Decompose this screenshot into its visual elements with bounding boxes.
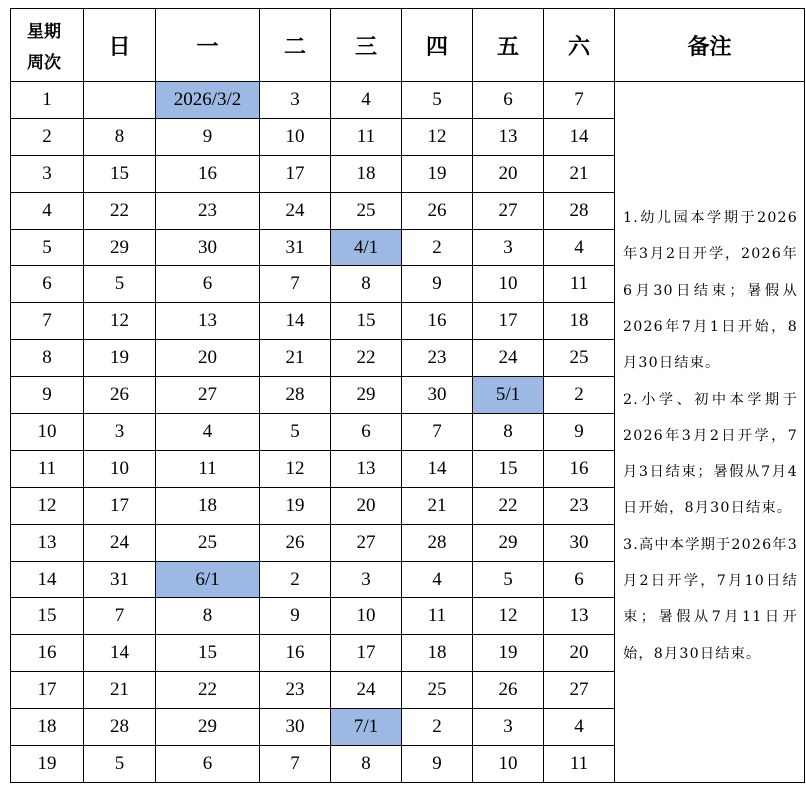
date-cell: 5 bbox=[473, 561, 544, 598]
week-number-cell: 17 bbox=[11, 672, 84, 709]
week-number-cell: 11 bbox=[11, 450, 84, 487]
week-number-cell: 3 bbox=[11, 155, 84, 192]
date-cell: 7 bbox=[544, 82, 615, 119]
date-cell: 16 bbox=[402, 303, 473, 340]
date-cell: 2 bbox=[402, 229, 473, 266]
date-cell: 21 bbox=[84, 672, 156, 709]
date-cell: 26 bbox=[473, 672, 544, 709]
date-cell: 28 bbox=[544, 192, 615, 229]
date-cell: 4 bbox=[331, 82, 402, 119]
date-cell: 20 bbox=[156, 340, 260, 377]
date-cell: 26 bbox=[260, 524, 331, 561]
week-number-cell: 14 bbox=[11, 561, 84, 598]
highlighted-date-cell: 6/1 bbox=[156, 561, 260, 598]
date-cell: 4 bbox=[156, 414, 260, 451]
date-cell: 31 bbox=[260, 229, 331, 266]
calendar-body bbox=[11, 82, 805, 783]
date-cell: 21 bbox=[402, 487, 473, 524]
day-header-mon: 一 bbox=[156, 9, 260, 82]
day-header-tue: 二 bbox=[260, 9, 331, 82]
week-number-cell: 6 bbox=[11, 266, 84, 303]
date-cell: 16 bbox=[544, 450, 615, 487]
date-cell: 7 bbox=[84, 598, 156, 635]
week-number-cell: 7 bbox=[11, 303, 84, 340]
date-cell: 12 bbox=[260, 450, 331, 487]
date-cell: 8 bbox=[84, 118, 156, 155]
note-paragraph: 2.小学、初中本学期于2026年3月2日开学，7月3日结束；暑假从7月4日开始，8月30日结束。 bbox=[623, 391, 798, 517]
date-cell: 20 bbox=[544, 635, 615, 672]
date-cell: 30 bbox=[260, 709, 331, 746]
date-cell: 22 bbox=[84, 192, 156, 229]
date-cell: 27 bbox=[331, 524, 402, 561]
date-cell: 20 bbox=[331, 487, 402, 524]
notes-header: 备注 bbox=[615, 9, 805, 82]
date-cell: 10 bbox=[331, 598, 402, 635]
week-number-cell: 1 bbox=[11, 82, 84, 119]
date-cell: 9 bbox=[156, 118, 260, 155]
date-cell: 9 bbox=[402, 746, 473, 783]
date-cell: 22 bbox=[331, 340, 402, 377]
date-cell: 22 bbox=[473, 487, 544, 524]
date-cell: 23 bbox=[544, 487, 615, 524]
note-paragraph: 3.高中本学期于2026年3月2日开学，7月10日结束；暑假从7月11日开始，8月30日结束。 bbox=[623, 536, 798, 662]
date-cell: 25 bbox=[544, 340, 615, 377]
date-cell: 17 bbox=[331, 635, 402, 672]
highlighted-date-cell: 4/1 bbox=[331, 229, 402, 266]
date-cell: 12 bbox=[402, 118, 473, 155]
date-cell: 11 bbox=[544, 266, 615, 303]
date-cell: 18 bbox=[402, 635, 473, 672]
date-cell: 15 bbox=[84, 155, 156, 192]
date-cell: 9 bbox=[544, 414, 615, 451]
header-row bbox=[11, 9, 805, 82]
date-cell: 24 bbox=[260, 192, 331, 229]
date-cell: 5 bbox=[260, 414, 331, 451]
date-cell: 14 bbox=[84, 635, 156, 672]
date-cell: 8 bbox=[331, 746, 402, 783]
date-cell: 6 bbox=[544, 561, 615, 598]
date-cell: 10 bbox=[473, 266, 544, 303]
day-header-wed: 三 bbox=[331, 9, 402, 82]
date-cell: 9 bbox=[402, 266, 473, 303]
date-cell: 11 bbox=[544, 746, 615, 783]
date-cell: 29 bbox=[84, 229, 156, 266]
week-number-cell: 18 bbox=[11, 709, 84, 746]
date-cell: 13 bbox=[156, 303, 260, 340]
date-cell: 19 bbox=[84, 340, 156, 377]
date-cell: 18 bbox=[544, 303, 615, 340]
date-cell: 6 bbox=[156, 746, 260, 783]
date-cell: 29 bbox=[473, 524, 544, 561]
date-cell bbox=[84, 82, 156, 119]
date-cell: 13 bbox=[544, 598, 615, 635]
week-number-cell: 13 bbox=[11, 524, 84, 561]
date-cell: 20 bbox=[473, 155, 544, 192]
date-cell: 21 bbox=[260, 340, 331, 377]
notes-text bbox=[615, 192, 804, 672]
highlighted-date-cell: 7/1 bbox=[331, 709, 402, 746]
date-cell: 27 bbox=[473, 192, 544, 229]
date-cell: 21 bbox=[544, 155, 615, 192]
date-cell: 25 bbox=[402, 672, 473, 709]
week-number-cell: 8 bbox=[11, 340, 84, 377]
highlighted-date-cell: 2026/3/2 bbox=[156, 82, 260, 119]
date-cell: 6 bbox=[473, 82, 544, 119]
week-number-cell: 5 bbox=[11, 229, 84, 266]
date-cell: 3 bbox=[331, 561, 402, 598]
date-cell: 9 bbox=[260, 598, 331, 635]
week-number-cell: 16 bbox=[11, 635, 84, 672]
date-cell: 12 bbox=[84, 303, 156, 340]
date-cell: 4 bbox=[402, 561, 473, 598]
school-calendar-table bbox=[10, 8, 805, 783]
date-cell: 30 bbox=[156, 229, 260, 266]
date-cell: 15 bbox=[156, 635, 260, 672]
date-cell: 27 bbox=[544, 672, 615, 709]
date-cell: 13 bbox=[331, 450, 402, 487]
date-cell: 24 bbox=[331, 672, 402, 709]
date-cell: 2 bbox=[260, 561, 331, 598]
date-cell: 8 bbox=[156, 598, 260, 635]
week-number-cell: 9 bbox=[11, 377, 84, 414]
date-cell: 23 bbox=[156, 192, 260, 229]
date-cell: 14 bbox=[402, 450, 473, 487]
date-cell: 10 bbox=[473, 746, 544, 783]
date-cell: 8 bbox=[331, 266, 402, 303]
date-cell: 4 bbox=[544, 709, 615, 746]
date-cell: 30 bbox=[402, 377, 473, 414]
date-cell: 6 bbox=[156, 266, 260, 303]
date-cell: 2 bbox=[544, 377, 615, 414]
date-cell: 26 bbox=[84, 377, 156, 414]
date-cell: 15 bbox=[473, 450, 544, 487]
date-cell: 19 bbox=[402, 155, 473, 192]
date-cell: 23 bbox=[402, 340, 473, 377]
date-cell: 18 bbox=[331, 155, 402, 192]
week-number-cell: 12 bbox=[11, 487, 84, 524]
corner-header-cell bbox=[11, 9, 84, 82]
date-cell: 28 bbox=[84, 709, 156, 746]
day-header-thu: 四 bbox=[402, 9, 473, 82]
date-cell: 22 bbox=[156, 672, 260, 709]
date-cell: 12 bbox=[473, 598, 544, 635]
date-cell: 5 bbox=[84, 266, 156, 303]
date-cell: 6 bbox=[331, 414, 402, 451]
date-cell: 5 bbox=[84, 746, 156, 783]
date-cell: 13 bbox=[473, 118, 544, 155]
date-cell: 16 bbox=[260, 635, 331, 672]
date-cell: 24 bbox=[473, 340, 544, 377]
date-cell: 28 bbox=[402, 524, 473, 561]
date-cell: 26 bbox=[402, 192, 473, 229]
week-row bbox=[11, 82, 805, 119]
date-cell: 3 bbox=[473, 229, 544, 266]
date-cell: 14 bbox=[260, 303, 331, 340]
date-cell: 18 bbox=[156, 487, 260, 524]
notes-cell bbox=[615, 82, 805, 783]
date-cell: 14 bbox=[544, 118, 615, 155]
date-cell: 31 bbox=[84, 561, 156, 598]
date-cell: 25 bbox=[331, 192, 402, 229]
date-cell: 29 bbox=[156, 709, 260, 746]
date-cell: 3 bbox=[260, 82, 331, 119]
date-cell: 2 bbox=[402, 709, 473, 746]
date-cell: 7 bbox=[402, 414, 473, 451]
date-cell: 10 bbox=[260, 118, 331, 155]
date-cell: 10 bbox=[84, 450, 156, 487]
date-cell: 11 bbox=[156, 450, 260, 487]
date-cell: 8 bbox=[473, 414, 544, 451]
date-cell: 17 bbox=[473, 303, 544, 340]
date-cell: 30 bbox=[544, 524, 615, 561]
date-cell: 15 bbox=[331, 303, 402, 340]
date-cell: 19 bbox=[260, 487, 331, 524]
date-cell: 4 bbox=[544, 229, 615, 266]
weekday-corner-label: 星期 bbox=[27, 22, 61, 41]
date-cell: 5 bbox=[402, 82, 473, 119]
date-cell: 7 bbox=[260, 266, 331, 303]
date-cell: 17 bbox=[84, 487, 156, 524]
date-cell: 29 bbox=[331, 377, 402, 414]
week-number-cell: 10 bbox=[11, 414, 84, 451]
date-cell: 3 bbox=[84, 414, 156, 451]
date-cell: 25 bbox=[156, 524, 260, 561]
week-number-cell: 15 bbox=[11, 598, 84, 635]
date-cell: 24 bbox=[84, 524, 156, 561]
date-cell: 11 bbox=[402, 598, 473, 635]
day-header-sun: 日 bbox=[84, 9, 156, 82]
date-cell: 23 bbox=[260, 672, 331, 709]
date-cell: 19 bbox=[473, 635, 544, 672]
date-cell: 17 bbox=[260, 155, 331, 192]
week-number-cell: 4 bbox=[11, 192, 84, 229]
date-cell: 7 bbox=[260, 746, 331, 783]
day-header-sat: 六 bbox=[544, 9, 615, 82]
date-cell: 16 bbox=[156, 155, 260, 192]
week-number-cell: 2 bbox=[11, 118, 84, 155]
date-cell: 11 bbox=[331, 118, 402, 155]
date-cell: 27 bbox=[156, 377, 260, 414]
highlighted-date-cell: 5/1 bbox=[473, 377, 544, 414]
week-number-cell: 19 bbox=[11, 746, 84, 783]
week-number-corner-label: 周次 bbox=[27, 53, 61, 72]
day-header-fri: 五 bbox=[473, 9, 544, 82]
date-cell: 28 bbox=[260, 377, 331, 414]
note-paragraph: 1.幼儿园本学期于2026年3月2日开学，2026年6月30日结束；暑假从2026年7月1日开始，8月30日结束。 bbox=[623, 210, 798, 372]
date-cell: 3 bbox=[473, 709, 544, 746]
